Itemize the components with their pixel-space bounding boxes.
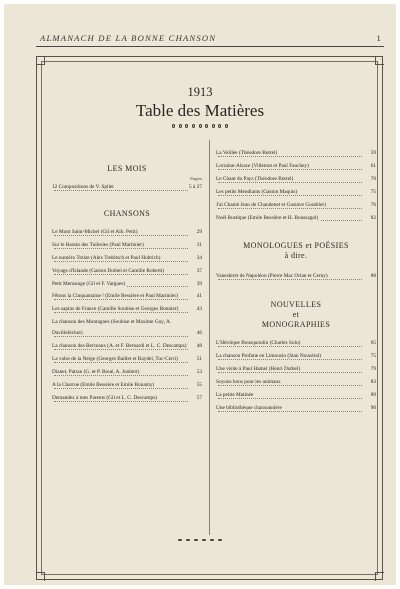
toc-entry-page: 41 xyxy=(196,293,202,300)
toc-entry-title: Vanesbrett de Napoléon (Pierre Mac Orlan et Cerny) xyxy=(216,273,328,280)
toc-entry-page: 43 xyxy=(196,306,202,313)
dot-leader xyxy=(218,372,362,373)
toc-entry xyxy=(216,213,376,224)
frame-corner-bottom-left xyxy=(36,572,45,581)
toc-entry xyxy=(216,174,376,185)
toc-entry-title: Sur le Bassin des Tuileries (Paul Martinier) xyxy=(52,241,144,248)
end-ornament xyxy=(178,537,222,543)
toc-entry-page: 46 xyxy=(196,330,202,337)
toc-entry xyxy=(52,304,202,315)
section-subheading-monologues: à dire. xyxy=(284,251,308,261)
toc-entry-page: 51 xyxy=(196,355,202,362)
column-divider xyxy=(209,140,210,535)
toc-entry-title: Fêtons la Cinquantaine ! (Emile Bessière et Paul Martinier) xyxy=(52,293,178,300)
toc-entry-page: 89 xyxy=(370,391,376,398)
toc-list-monologues xyxy=(216,271,376,282)
toc-entry xyxy=(216,200,376,211)
dot-leader xyxy=(218,359,362,360)
toc-entry-title: Voyage d'Islande (Gaston Dothel et Camille Roberti) xyxy=(52,267,165,274)
running-header xyxy=(40,33,382,43)
section-heading-les-mois: LES MOIS xyxy=(107,164,147,173)
dot-leader xyxy=(54,349,188,350)
toc-entry-page: 75 xyxy=(370,353,376,360)
section-heading-nouvelles: NOUVELLES xyxy=(270,300,322,310)
toc-entry-title: Noël Rustique (Emile Bessière et H. Boussagol) xyxy=(216,214,319,221)
toc-entry xyxy=(52,279,202,290)
toc-entry-page: 90 xyxy=(370,404,376,411)
toc-entry-title: Le Chant du Pays (Théodore Botrel) xyxy=(216,175,294,182)
toc-list-chansons-continued xyxy=(216,148,376,223)
toc-entry-title: La chanson des Berceaux (A. et F. Bernardi et L. C. Descamps) xyxy=(52,343,187,350)
toc-entry-title: 12 Compositions de V. Spilet xyxy=(52,184,114,190)
toc-entry-title: La chanson des Montagnes (Soubise et Maxime Guy, A. Davillebichot) xyxy=(52,319,172,337)
toc-entry xyxy=(52,182,202,193)
toc-entry xyxy=(52,354,202,365)
toc-entry xyxy=(216,351,376,362)
toc-entry xyxy=(52,393,202,404)
year: 1913 xyxy=(187,85,213,99)
toc-entry-page: 75 xyxy=(370,188,376,195)
frame-corner-top-left xyxy=(36,56,45,65)
toc-entry xyxy=(52,317,202,339)
toc-entry xyxy=(52,240,202,251)
toc-list-nouvelles xyxy=(216,338,376,413)
toc-entry-page: 83 xyxy=(370,379,376,386)
dot-leader xyxy=(218,279,362,280)
page-number: 1 xyxy=(376,33,382,43)
toc-entry-page: 79 xyxy=(370,366,376,373)
toc-entry xyxy=(52,291,202,302)
toc-entry xyxy=(52,380,202,391)
frame-corner-top-right xyxy=(375,56,384,65)
toc-entry-page: 29 xyxy=(196,228,202,235)
toc-entry xyxy=(216,161,376,172)
dot-leader xyxy=(54,299,188,300)
dot-leader xyxy=(54,362,188,363)
toc-entry xyxy=(52,341,202,352)
toc-entry xyxy=(52,227,202,238)
toc-entry-title: Une visite à Paul Hamel (Henri Dothel) xyxy=(216,366,301,373)
toc-entry-title: La valse de la Neige (Georges Baillet et Raydel, Tuc-Cerri) xyxy=(52,355,178,362)
toc-entry-page: 39 xyxy=(196,280,202,287)
toc-entry-page: 59 xyxy=(370,150,376,156)
toc-entry-title: Dianet, Patran (G. et P. Boué, A. Joubert) xyxy=(52,368,140,375)
toc-entry xyxy=(52,253,202,264)
toc-entry-page: 55 xyxy=(196,381,202,388)
left-column xyxy=(52,140,202,406)
title-ornament xyxy=(172,124,228,130)
page-title: Table des Matières xyxy=(135,101,265,120)
toc-list-les-mois xyxy=(52,182,202,193)
toc-entry xyxy=(216,403,376,414)
toc-entry-page: 5 à 27 xyxy=(189,184,202,190)
running-title: ALMANACH DE LA BONNE CHANSON xyxy=(40,33,217,43)
section-heading-monographies: MONOGRAPHIES xyxy=(261,320,331,330)
toc-entry xyxy=(216,148,376,159)
toc-entry-title: J'ai Chanté Jean de Chandenet et Gustave Goublier) xyxy=(216,201,326,208)
section-heading-chansons: CHANSONS xyxy=(103,208,151,218)
toc-entry-title: Une bibliothèque chansonnière xyxy=(216,404,282,411)
section-heading-nouvelles-et: et xyxy=(292,310,300,320)
toc-entry xyxy=(216,364,376,375)
section-heading-monologues: MONOLOGUES et POÉSIES xyxy=(243,241,349,251)
toc-entry-title: Demandez à mes Parents (Gil et L. C. Descamps) xyxy=(52,394,158,401)
frame-corner-bottom-right xyxy=(375,572,384,581)
dot-leader xyxy=(218,398,362,399)
right-column xyxy=(216,140,376,416)
toc-entry xyxy=(216,338,376,349)
toc-entry xyxy=(216,390,376,401)
dot-leader xyxy=(54,190,188,191)
dot-leader xyxy=(54,312,188,313)
toc-entry-title: La petite Matinée xyxy=(216,391,254,398)
toc-entry-title: Le Mont Saint-Michel (Gil et Alb. Petit) xyxy=(52,228,138,235)
dot-leader xyxy=(218,346,362,347)
toc-entry xyxy=(216,187,376,198)
toc-list-chansons xyxy=(52,227,202,404)
toc-entry-title: Le numéro Treize (Alex Trebitsch et Paul Hubrich) xyxy=(52,254,161,261)
toc-entry-title: A la Charrue (Emile Bessière et Emile Bonamy) xyxy=(52,381,155,388)
header-rule xyxy=(36,46,384,47)
toc-entry-title: Les petits Mendiants (Gaston Maquis) xyxy=(216,188,298,195)
toc-entry xyxy=(52,367,202,378)
toc-entry-page: 48 xyxy=(196,343,202,350)
toc-entry-page: 34 xyxy=(196,254,202,261)
toc-entry-title: Soyons bons pour les animaux xyxy=(216,379,281,386)
toc-entry-page: 53 xyxy=(196,368,202,375)
pages-label: Pages xyxy=(190,176,202,181)
dot-leader xyxy=(218,156,362,157)
toc-entry-page: 31 xyxy=(196,241,202,248)
toc-entry-page: 70 xyxy=(370,175,376,182)
toc-entry-page: 82 xyxy=(370,214,376,221)
toc-entry-title: La Veillée (Théodore Botrel) xyxy=(216,150,278,156)
toc-entry-page: 76 xyxy=(370,201,376,208)
toc-entry-title: L'Héroïque Bousquoulin (Charles Solo) xyxy=(216,340,301,347)
toc-entry-page: 57 xyxy=(196,394,202,401)
toc-entry xyxy=(216,377,376,388)
toc-entry-page: 37 xyxy=(196,267,202,274)
toc-entry-title: Les sapins de France (Camille Soubise et Georges Bonnier) xyxy=(52,306,179,313)
toc-entry-title: Petit Mensonge (Gil et F. Vargues) xyxy=(52,280,126,287)
toc-entry xyxy=(52,266,202,277)
dot-leader xyxy=(54,336,188,337)
toc-entry-page: 61 xyxy=(370,162,376,169)
toc-entry-page: 88 xyxy=(370,273,376,280)
toc-entry-page: 65 xyxy=(370,340,376,347)
toc-entry-title: La chanson Profane en Limousin (Stan Nouzéral) xyxy=(216,353,322,360)
toc-entry xyxy=(216,271,376,282)
dot-leader xyxy=(218,385,362,386)
toc-entry-title: Lorraine-Alsace (Villemot et Paul Fauchey) xyxy=(216,162,309,169)
